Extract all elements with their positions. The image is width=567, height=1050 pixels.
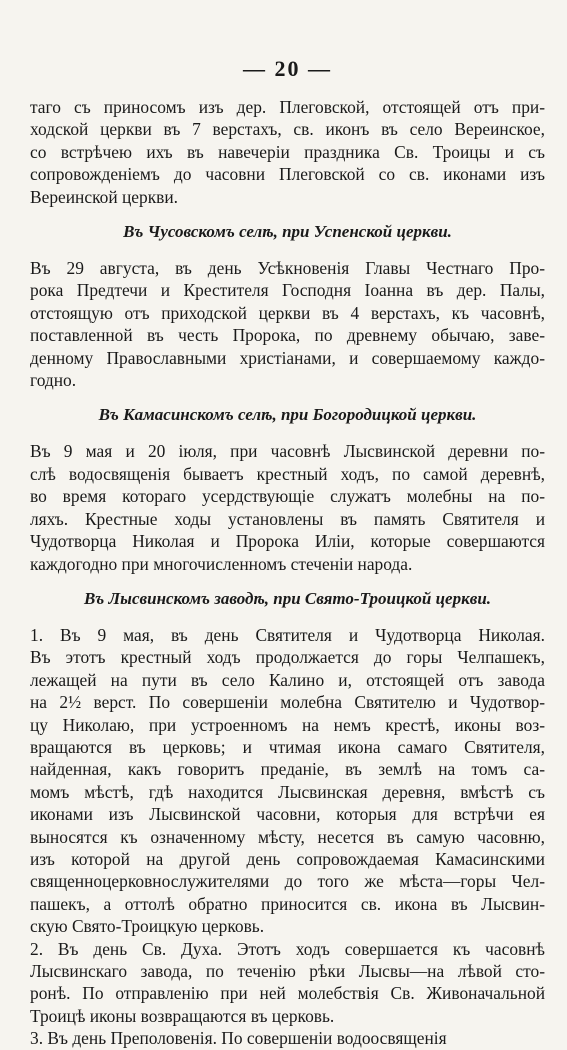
text-line: вращаются въ церковь; и чтимая икона самаго Святителя, xyxy=(30,736,545,757)
text-line: изъ которой на другой день сопровождаемая Камасинскими xyxy=(30,848,545,869)
text-line: пашекъ, а оттолѣ обратно приносится св. икона въ Лысвин- xyxy=(30,893,545,914)
paragraph xyxy=(30,96,545,208)
section-heading: Въ Чусовскомъ селѣ, при Успенской церкви. xyxy=(123,222,452,242)
text-line: Въ этотъ крестный ходъ продолжается до горы Челпашекъ, xyxy=(30,647,545,668)
text-line: скую Свято-Троицкую церковь. xyxy=(30,916,265,937)
text-line: Вереинской церкви. xyxy=(30,186,179,207)
text-line: Въ 29 августа, въ день Усѣкновенія Главы Честнаго Про- xyxy=(30,258,545,279)
text-line: сопровожденіемъ до часовни Плеговской со св. иконами изъ xyxy=(30,164,545,185)
paragraph xyxy=(30,440,545,574)
page-number: — 20 — xyxy=(243,56,332,81)
text-line: Троицѣ иконы возвращаются въ церковь. xyxy=(30,1005,335,1026)
section-heading: Въ Камасинскомъ селѣ, при Богородицкой церкви. xyxy=(98,405,477,425)
text-line: 3. Въ день Преполовенія. По совершеніи водоосвященія xyxy=(30,1028,447,1049)
text-line: иконами изъ Лысвинской часовни, которыя для встрѣчи ея xyxy=(30,804,545,825)
text-line: поставленной въ честь Пророка, по древнему обычаю, заве- xyxy=(30,325,545,346)
text-line: на 2½ верст. По совершеніи молебна Святителю и Чудотвор- xyxy=(30,692,545,713)
page-body xyxy=(30,96,545,1050)
text-line: ходской церкви въ 7 верстахъ, св. иконъ въ село Вереинское, xyxy=(30,119,545,140)
text-line: священноцерковнослужителями до того же мѣста—горы Чел- xyxy=(30,871,545,892)
text-line: годно. xyxy=(30,370,77,391)
text-line: 1. Въ 9 мая, въ день Святителя и Чудотворца Николая. xyxy=(30,624,545,645)
text-line: каждогодно при многочисленномъ стеченіи народа. xyxy=(30,553,413,574)
text-line: денному Православными христіанами, и совершаемому каждо- xyxy=(30,347,545,368)
text-line: Чудотворца Николая и Пророка Иліи, которые совершаются xyxy=(30,531,545,552)
paragraph xyxy=(30,257,545,391)
text-line: слѣ водосвященія бываетъ крестный ходъ, по самой деревнѣ, xyxy=(30,463,545,484)
text-line: рока Предтечи и Крестителя Господня Іоанна въ дер. Палы, xyxy=(30,280,545,301)
text-line: Лысвинскаго завода, по теченію рѣки Лысвы—на лѣвой сто- xyxy=(30,961,545,981)
paragraph xyxy=(30,1027,545,1049)
text-line: ляхъ. Крестные ходы установлены въ память Святителя и xyxy=(30,508,545,529)
text-line: Въ 9 мая и 20 іюля, при часовнѣ Лысвинской деревни по- xyxy=(30,441,545,462)
section-heading: Въ Лысвинскомъ заводѣ, при Свято-Троицкой церкви. xyxy=(83,588,492,608)
text-line: во время котораго усердствующіе служатъ молебны на по- xyxy=(30,486,545,507)
text-line: 2. Въ день Св. Духа. Этотъ ходъ совершается къ часовнѣ xyxy=(30,938,545,959)
text-line: таго съ приносомъ изъ дер. Плеговской, отстоящей отъ при- xyxy=(30,97,545,117)
text-line: найденная, какъ говоритъ преданіе, въ землѣ на томъ са- xyxy=(30,759,545,780)
text-line: ронѣ. По отправленію при ней молебствія Св. Живоначальной xyxy=(30,983,545,1004)
text-line: выносятся къ означенному мѣсту, несется въ самую часовню, xyxy=(30,826,545,847)
text-line: цу Николаю, при устроенномъ на немъ крестѣ, иконы воз- xyxy=(30,714,545,735)
paragraph xyxy=(30,938,545,1028)
text-line: отстоящую отъ приходской церкви въ 4 верстахъ, къ часовнѣ, xyxy=(30,302,545,323)
text-line: лежащей на пути въ село Калино и, отстоящей отъ завода xyxy=(30,669,545,690)
text-line: момъ мѣстѣ, гдѣ находится Лысвинская деревня, вмѣстѣ съ xyxy=(30,781,545,802)
text-line: со встрѣчею ихъ въ навечеріи праздника Св. Троицы и съ xyxy=(30,141,545,162)
paragraph xyxy=(30,624,545,938)
